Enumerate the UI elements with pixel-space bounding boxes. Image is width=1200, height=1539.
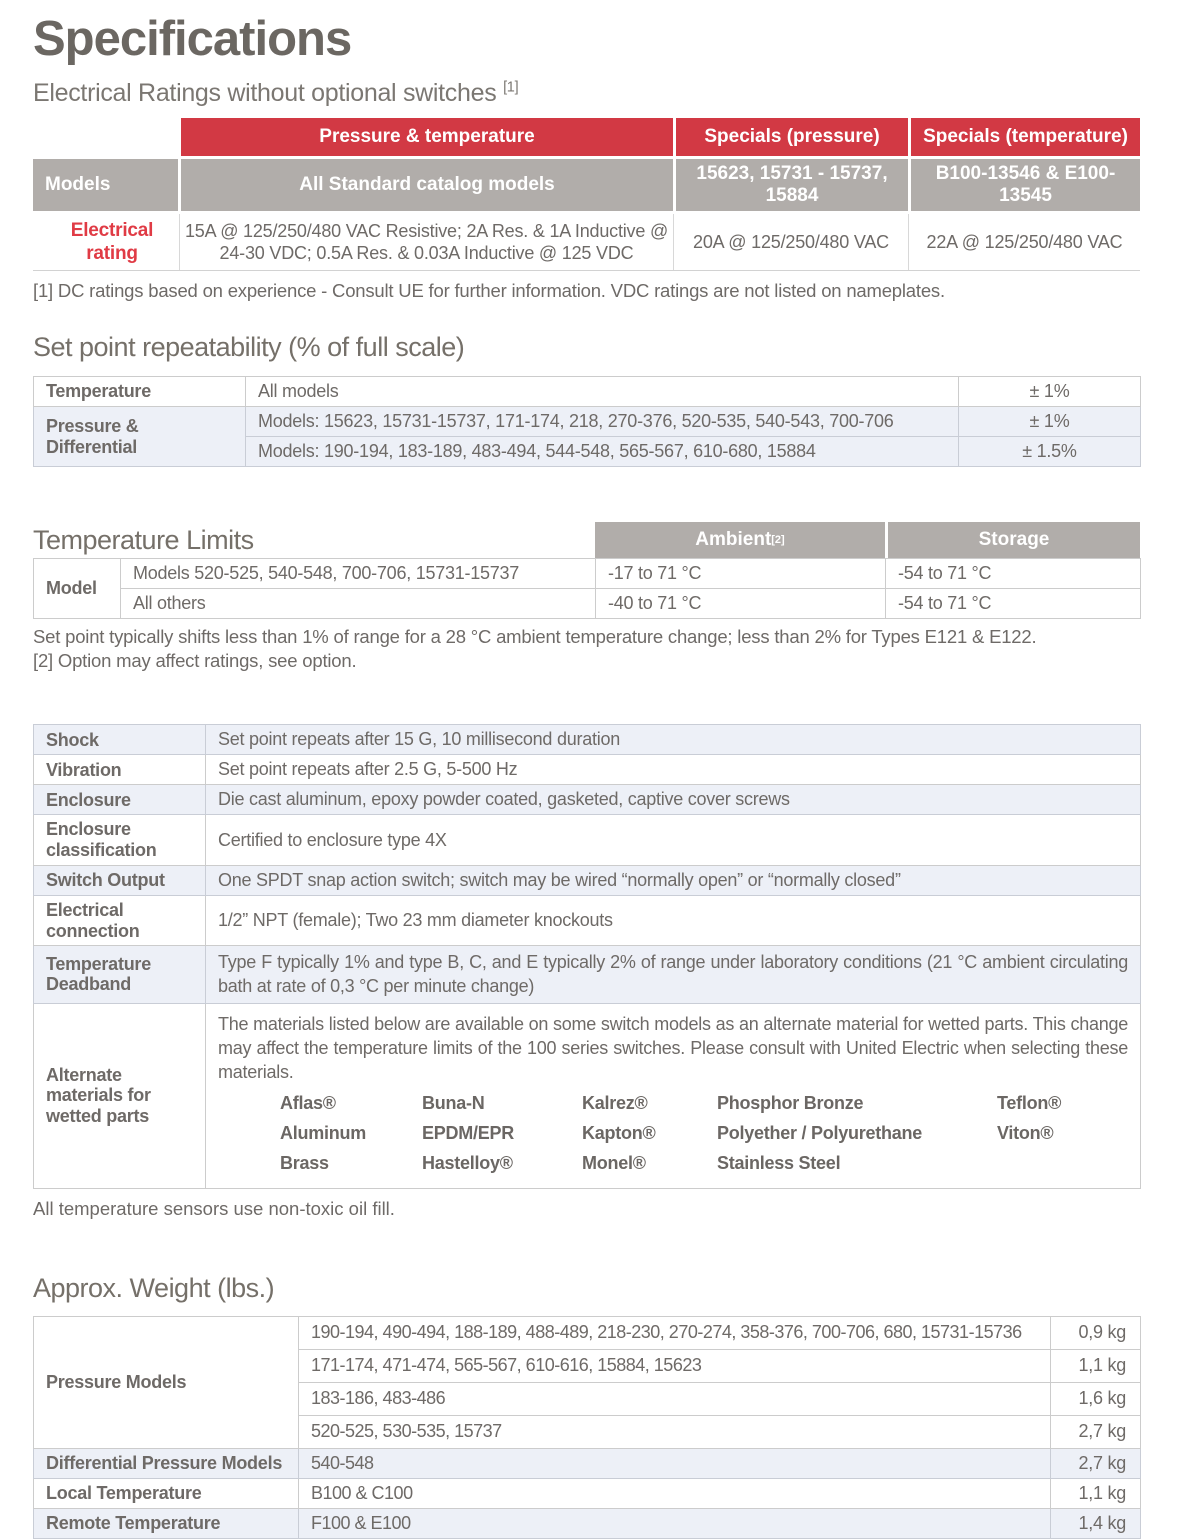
spec-row-alternate-materials xyxy=(34,1003,1141,1188)
alternate-materials-intro: The materials listed below are available on some switch models as an alternate material for wetted parts. This change may affect the temperature limits of the 100 series switches. Please consult with United Electric when selecting these materials. xyxy=(218,1013,1128,1083)
temperature-deadband-label: Temperature Deadband xyxy=(34,946,206,1004)
electrical-connection-value: 1/2” NPT (female); Two 23 mm diameter knockouts xyxy=(206,895,1141,945)
models-specials-pressure-cell: 15623, 15731 - 15737, 15884 xyxy=(676,159,908,211)
models-row-label: Models xyxy=(33,159,178,211)
temperature-limits-heading: Temperature Limits xyxy=(33,525,254,556)
material-stainless-steel: Stainless Steel xyxy=(717,1152,841,1173)
material-aflas: Aflas® xyxy=(280,1092,336,1113)
weight-row-differential xyxy=(34,1448,1141,1478)
electrical-rating-label: Electrical rating xyxy=(33,214,180,270)
pressure-models-4: 520-525, 530-535, 15737 xyxy=(299,1415,1051,1448)
spec-row-switch-output xyxy=(34,865,1141,895)
switch-output-value: One SPDT snap action switch; switch may be wired “normally open” or “normally closed” xyxy=(206,865,1141,895)
material-viton: Viton® xyxy=(997,1122,1054,1143)
shock-label: Shock xyxy=(34,725,206,755)
models-standard-cell: All Standard catalog models xyxy=(181,159,673,211)
temperature-limits-header xyxy=(33,522,1140,558)
spec-row-electrical-connection xyxy=(34,895,1141,945)
set-point-pressure-desc-1: Models: 15623, 15731-15737, 171-174, 218, 270-376, 520-535, 540-543, 700-706 xyxy=(246,407,959,437)
pressure-models-3: 183-186, 483-486 xyxy=(299,1382,1051,1415)
pressure-weight-1: 0,9 kg xyxy=(1051,1316,1141,1349)
set-point-temperature-desc: All models xyxy=(246,377,959,407)
temperature-limits-table xyxy=(33,558,1141,619)
general-spec-table xyxy=(33,724,1141,1188)
temperature-limits-note-2: [2] Option may affect ratings, see option. xyxy=(33,650,357,672)
set-point-temperature-value: ± 1% xyxy=(959,377,1141,407)
storage-column-header: Storage xyxy=(888,522,1140,558)
switch-output-label: Switch Output xyxy=(34,865,206,895)
material-polyether-polyurethane: Polyether / Polyurethane xyxy=(717,1122,923,1143)
set-point-temperature-label: Temperature xyxy=(34,377,246,407)
pressure-weight-4: 2,7 kg xyxy=(1051,1415,1141,1448)
electrical-header-blank xyxy=(33,118,178,156)
spec-row-shock xyxy=(34,725,1141,755)
pressure-weight-3: 1,6 kg xyxy=(1051,1382,1141,1415)
alternate-materials-label: Alternate materials for wetted parts xyxy=(34,1003,206,1188)
ambient-footnote-marker: [2] xyxy=(771,534,785,547)
temperature-limits-note-1: Set point typically shifts less than 1% of range for a 28 °C ambient temperature change; less than 2% for Types E121 & E122. xyxy=(33,626,1037,648)
temperature-limits-row-2 xyxy=(34,589,1141,619)
electrical-rating-specials-pressure-cell: 20A @ 125/250/480 VAC xyxy=(674,214,909,270)
enclosure-value: Die cast aluminum, epoxy powder coated, gasketed, captive cover screws xyxy=(206,785,1141,815)
page-title: Specifications xyxy=(33,12,352,66)
local-temperature-models: B100 & C100 xyxy=(299,1478,1051,1508)
vibration-label: Vibration xyxy=(34,755,206,785)
vibration-value: Set point repeats after 2.5 G, 5-500 Hz xyxy=(206,755,1141,785)
temperature-limits-storage-2: -54 to 71 °C xyxy=(886,589,1141,619)
set-point-pressure-label: Pressure & Differential xyxy=(34,407,246,467)
ambient-column-header xyxy=(595,522,885,558)
local-temperature-label: Local Temperature xyxy=(34,1478,299,1508)
set-point-row-pressure-1 xyxy=(34,407,1141,437)
temperature-limits-ambient-2: -40 to 71 °C xyxy=(596,589,886,619)
alternate-materials-grid xyxy=(280,1093,1128,1174)
set-point-pressure-value-1: ± 1% xyxy=(959,407,1141,437)
remote-temperature-weight: 1,4 kg xyxy=(1051,1508,1141,1538)
material-kapton: Kapton® xyxy=(582,1122,656,1143)
model-row-label: Model xyxy=(34,559,121,619)
ambient-header-text: Ambient xyxy=(695,529,772,551)
set-point-pressure-value-2: ± 1.5% xyxy=(959,437,1141,467)
pressure-models-1: 190-194, 490-494, 188-189, 488-489, 218-230, 270-274, 358-376, 700-706, 680, 15731-15736 xyxy=(299,1316,1051,1349)
local-temperature-weight: 1,1 kg xyxy=(1051,1478,1141,1508)
remote-temperature-models: F100 & E100 xyxy=(299,1508,1051,1538)
enclosure-classification-value: Certified to enclosure type 4X xyxy=(206,815,1141,865)
pressure-weight-2: 1,1 kg xyxy=(1051,1349,1141,1382)
material-epdm-epr: EPDM/EPR xyxy=(422,1122,515,1143)
set-point-pressure-desc-2: Models: 190-194, 183-189, 483-494, 544-548, 565-567, 610-680, 15884 xyxy=(246,437,959,467)
temperature-limits-desc-1: Models 520-525, 540-548, 700-706, 15731-15737 xyxy=(121,559,596,589)
alternate-materials-cell xyxy=(206,1003,1141,1188)
weight-row-remote-temperature xyxy=(34,1508,1141,1538)
subtitle-footnote-marker: [1] xyxy=(503,80,519,97)
oil-fill-note: All temperature sensors use non-toxic oil fill. xyxy=(33,1197,395,1219)
enclosure-classification-label: Enclosure classification xyxy=(34,815,206,865)
set-point-heading: Set point repeatability (% of full scale) xyxy=(33,332,465,363)
set-point-row-temperature xyxy=(34,377,1141,407)
electrical-rating-row xyxy=(33,214,1140,271)
material-hastelloy: Hastelloy® xyxy=(422,1152,513,1173)
shock-value: Set point repeats after 15 G, 10 millisecond duration xyxy=(206,725,1141,755)
spec-row-enclosure xyxy=(34,785,1141,815)
material-aluminum: Aluminum xyxy=(280,1122,366,1143)
weight-heading: Approx. Weight (lbs.) xyxy=(33,1272,275,1303)
spec-row-enclosure-classification xyxy=(34,815,1141,865)
electrical-ratings-subtitle xyxy=(33,79,1140,108)
material-empty xyxy=(997,1153,1128,1174)
material-monel: Monel® xyxy=(582,1152,646,1173)
electrical-footnote: [1] DC ratings based on experience - Consult UE for further information. VDC ratings are not listed on nameplates. xyxy=(33,280,945,302)
temperature-limits-storage-1: -54 to 71 °C xyxy=(886,559,1141,589)
electrical-rating-standard-cell: 15A @ 125/250/480 VAC Resistive; 2A Res. & 1A Inductive @ 24-30 VDC; 0.5A Res. & 0.03A Inductive @ 125 VDC xyxy=(180,214,674,270)
electrical-header-specials-pressure: Specials (pressure) xyxy=(676,118,908,156)
material-teflon: Teflon® xyxy=(997,1092,1062,1113)
temperature-limits-ambient-1: -17 to 71 °C xyxy=(596,559,886,589)
temperature-limits-desc-2: All others xyxy=(121,589,596,619)
temperature-deadband-value: Type F typically 1% and type B, C, and E typically 2% of range under laboratory conditions (21 °C ambient circulating bath at rate of 0,3 °C per minute change) xyxy=(206,946,1141,1004)
subtitle-text: Electrical Ratings without optional switches xyxy=(33,79,497,108)
electrical-ratings-table xyxy=(33,118,1140,271)
set-point-table xyxy=(33,376,1141,467)
material-buna-n: Buna-N xyxy=(422,1092,485,1113)
differential-weight: 2,7 kg xyxy=(1051,1448,1141,1478)
differential-models: 540-548 xyxy=(299,1448,1051,1478)
material-phosphor-bronze: Phosphor Bronze xyxy=(717,1092,864,1113)
electrical-connection-label: Electrical connection xyxy=(34,895,206,945)
models-specials-temperature-cell: B100-13546 & E100-13545 xyxy=(911,159,1140,211)
differential-pressure-label: Differential Pressure Models xyxy=(34,1448,299,1478)
pressure-models-2: 171-174, 471-474, 565-567, 610-616, 15884, 15623 xyxy=(299,1349,1051,1382)
remote-temperature-label: Remote Temperature xyxy=(34,1508,299,1538)
weight-table xyxy=(33,1316,1141,1539)
enclosure-label: Enclosure xyxy=(34,785,206,815)
electrical-header-pressure-temperature: Pressure & temperature xyxy=(181,118,673,156)
pressure-models-label: Pressure Models xyxy=(34,1316,299,1448)
electrical-header-specials-temperature: Specials (temperature) xyxy=(911,118,1140,156)
weight-row-local-temperature xyxy=(34,1478,1141,1508)
spec-row-temperature-deadband xyxy=(34,946,1141,1004)
electrical-rating-specials-temperature-cell: 22A @ 125/250/480 VAC xyxy=(926,232,1123,253)
temperature-limits-row-1 xyxy=(34,559,1141,589)
spec-row-vibration xyxy=(34,755,1141,785)
material-brass: Brass xyxy=(280,1152,329,1173)
material-kalrez: Kalrez® xyxy=(582,1092,648,1113)
weight-row-pressure-1 xyxy=(34,1316,1141,1349)
